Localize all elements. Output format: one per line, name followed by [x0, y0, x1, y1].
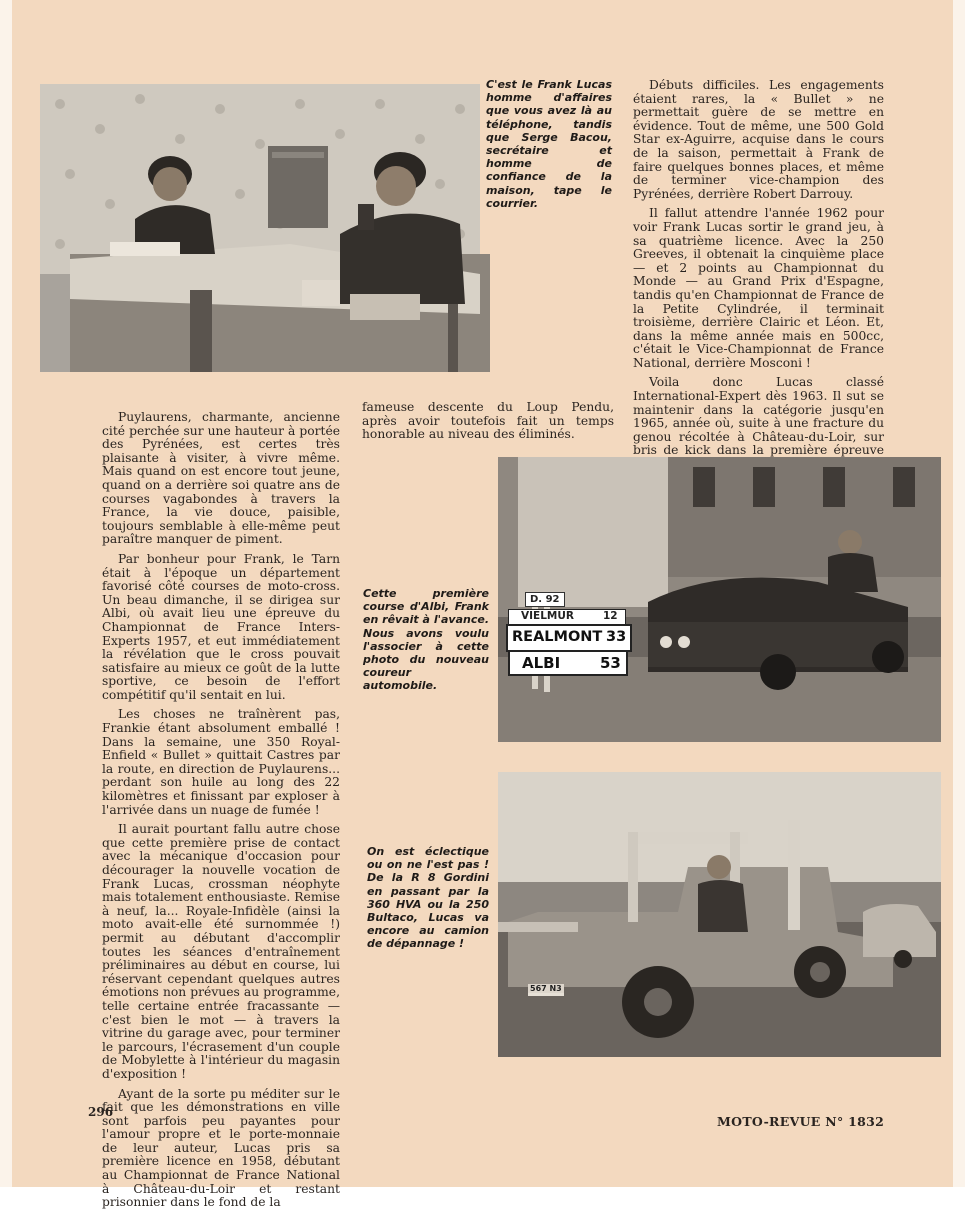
office-photo-caption: C'est le Frank Lucas homme d'affaires que vous avez là au téléphone, tandis que Serge Bacou, secrétaire et homme de confiance de la maison, tape le courrier.	[486, 78, 612, 210]
albi-sign	[508, 650, 628, 676]
text-column-middle	[362, 401, 614, 442]
route-number-sign: D. 92	[525, 592, 565, 607]
vielmur-label: VIELMUR	[521, 610, 574, 622]
paragraph: Il fallut attendre l'année 1962 pour voir Frank Lucas sortir le grand jeu, à sa quatrième licence. Avec la 250 Greeves, il obtenait la cinquième place — et 2 points au Championnat du Monde — au Grand Prix d'Espagne, tandis qu'en Championnat de France de la Petite Cylindrée, il terminait troisième, derrière Clairic et Léon. Et, dans la même année mais en 500cc, c'était le Vice-Championnat de France National, derrière Mosconi !	[633, 206, 884, 370]
paragraph: Ayant de la sorte pu méditer sur le fait que les démonstrations en ville sont parfois peu payantes pour l'amour propre et le porte-monnaie de leur auteur, Lucas pris sa première licence en 1958, débutant au Championnat de France National à Château-du-Loir et restant prisonnier dans le fond de la	[102, 1086, 340, 1210]
paragraph: Voila donc Lucas classé International-Expert dès 1963. Il sut se maintenir dans la catégorie jusqu'en 1965, année où, suite à une fracture du genou récoltée à Château-du-Loir, sur bris de kick dans la première épreuve	[633, 375, 884, 458]
vielmur-distance: 12	[603, 610, 618, 622]
text-column-right	[633, 79, 884, 501]
albi-label: ALBI	[522, 654, 561, 672]
truck-photo-caption: On est éclectique ou on ne l'est pas ! De la R 8 Gordini en passant par la 360 HVA ou la 250 Bultaco, Lucas va encore au camion de dépannage !	[367, 845, 489, 951]
paragraph: Par bonheur pour Frank, le Tarn était à l'époque un département favorisé côté courses de moto-cross. Un beau dimanche, il se dirigea sur Albi, où avait lieu une épreuve du Championnat de France Inters-Experts 1957, et eut immédiatement la révélation que le cross pouvait satisfaire au mieux ce goût de la lutte sportive, ce besoin de l'effort compétitif qu'il sentait en lui.	[102, 551, 340, 702]
paper-margin-right	[953, 0, 965, 1187]
vielmur-sign	[508, 609, 626, 625]
albi-photo-caption: Cette première course d'Albi, Frank en rêvait à l'avance. Nous avons voulu l'associer à cette photo du nouveau coureur automobile.	[363, 587, 489, 693]
realmont-label: REALMONT	[512, 629, 603, 645]
magazine-title: MOTO-REVUE N° 1832	[717, 1114, 885, 1129]
tow-truck-photo	[498, 772, 941, 1057]
albi-road-sign-photo	[498, 457, 941, 742]
paragraph: Les choses ne traînèrent pas, Frankie étant absolument emballé ! Dans la semaine, une 350 Royal-Enfield « Bullet » quittait Castres par la route, en direction de Puylaurens... perdant son huile au long des 22 kilomètres et finissant par exploser à l'arrivée dans un nuage de fumée !	[102, 707, 340, 817]
paragraph: Il aurait pourtant fallu autre chose que cette première prise de contact avec la mécanique d'occasion pour décourager la nouvelle vocation de Frank Lucas, crossman néophyte mais totalement enthousiaste. Remise à neuf, la... Royale-Infidèle (ainsi la moto avait-elle été surnommée !) permit au débutant d'accomplir toutes les séances d'entraînement préliminaires au début en course, lui réservant cependant quelques autres émotions non prévues au programme, telle certaine entrée fracassante — c'est bien le mot — à travers la vitrine du garage avec, pour terminer le parcours, l'écrasement d'un couple de Mobylette à l'intérieur du magasin d'exposition !	[102, 822, 340, 1081]
text-column-left	[102, 411, 340, 1210]
paragraph: Puylaurens, charmante, ancienne cité perchée sur une hauteur à portée des Pyrénées, est certes très plaisante à visiter, à vivre même. Mais quand on est encore tout jeune, quand on a derrière soi quatre ans de courses vagabondes à travers la France, la vie douce, paisible, toujours semblable à elle-même peut paraître manquer de piment.	[102, 410, 340, 547]
page-number: 296	[88, 1105, 114, 1119]
paragraph: fameuse descente du Loup Pendu, après avoir toutefois fait un temps honorable au niveau des éliminés.	[362, 400, 614, 442]
license-plate: 567 N3	[530, 984, 562, 993]
albi-distance: 53	[600, 654, 621, 672]
paper-margin-left	[0, 0, 12, 1187]
realmont-distance: 33	[606, 629, 627, 645]
paragraph: Débuts difficiles. Les engagements étaient rares, la « Bullet » ne permettait guère de se mettre en évidence. Tout de même, une 500 Gold Star ex-Aguirre, acquise dans le cours de la saison, permettait à Frank de faire quelques bonnes places, et même de terminer vice-champion des Pyrénées, derrière Robert Darrouy.	[633, 78, 884, 201]
realmont-sign	[506, 624, 632, 652]
office-photo	[40, 84, 480, 372]
